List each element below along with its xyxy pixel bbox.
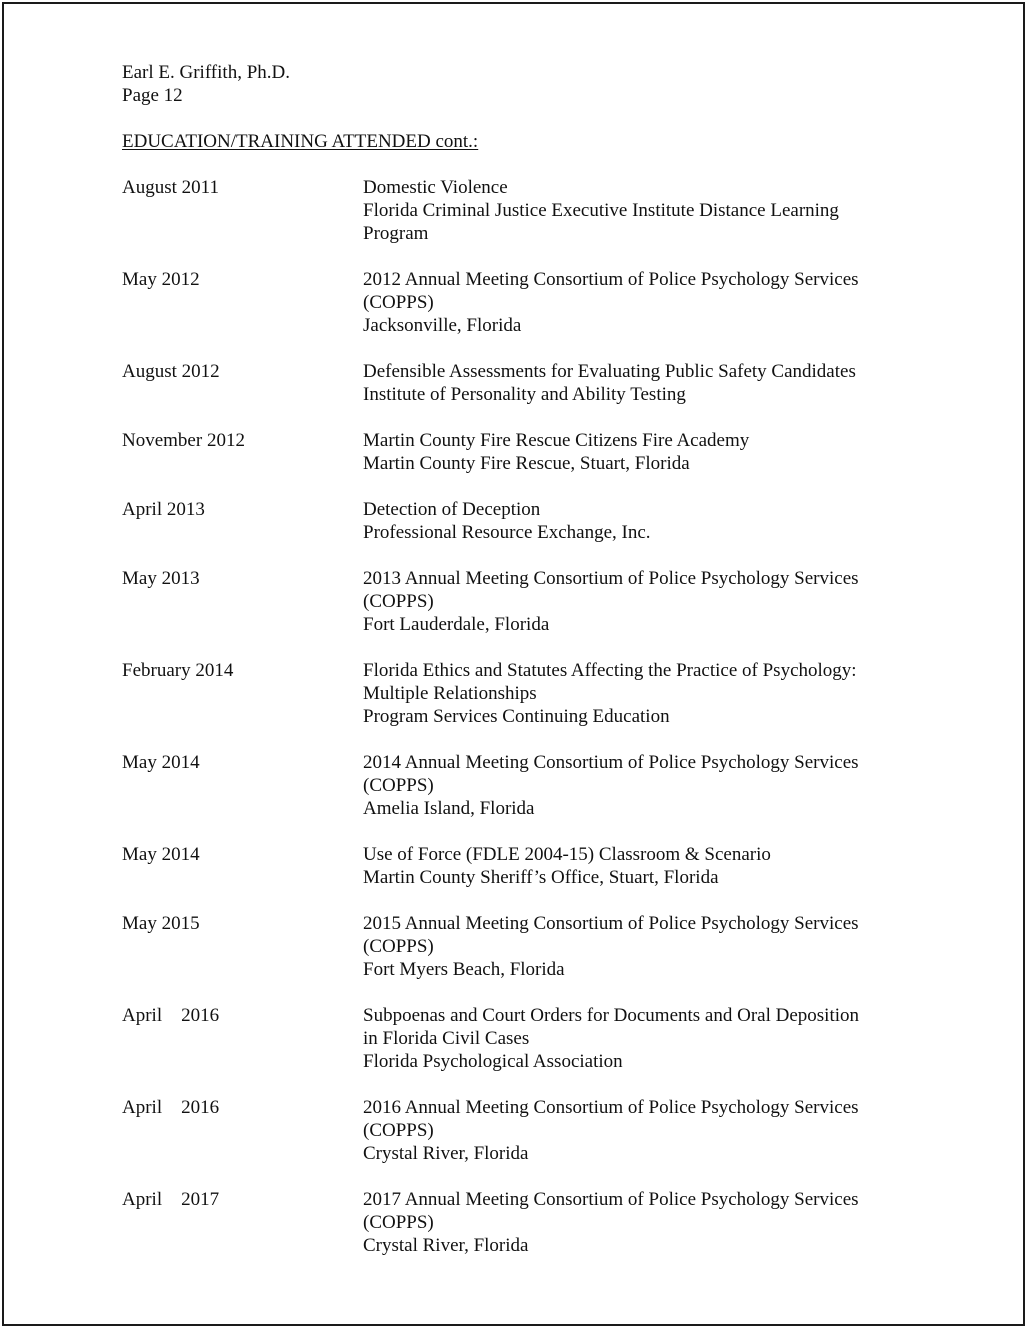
entry-detail-line: 2017 Annual Meeting Consortium of Police Psychology Services <box>363 1189 859 1210</box>
entry-detail-line: Martin County Fire Rescue Citizens Fire Academy <box>363 430 750 451</box>
entry-detail-line: Fort Myers Beach, Florida <box>363 959 565 980</box>
entry-detail-line: Subpoenas and Court Orders for Documents and Oral Deposition <box>363 1005 860 1026</box>
entry-details <box>363 498 903 544</box>
document-body <box>122 61 902 1280</box>
training-entry <box>122 912 902 981</box>
entry-detail-line: Professional Resource Exchange, Inc. <box>363 522 651 543</box>
entry-date: May 2013 <box>122 568 200 589</box>
entry-detail-line: (COPPS) <box>363 1120 434 1141</box>
entry-date: May 2015 <box>122 913 200 934</box>
entry-detail-line: Program <box>363 223 429 244</box>
entry-details <box>363 1188 903 1257</box>
entry-details <box>363 360 903 406</box>
entry-date: April 2016 <box>122 1097 220 1118</box>
entry-details <box>363 1096 903 1165</box>
entry-date: August 2011 <box>122 177 219 198</box>
entry-date: May 2014 <box>122 752 200 773</box>
entry-date: November 2012 <box>122 430 245 451</box>
entry-details <box>363 912 903 981</box>
training-entry <box>122 360 902 406</box>
entry-detail-line: Domestic Violence <box>363 177 508 198</box>
author-name: Earl E. Griffith, Ph.D. <box>122 62 290 83</box>
entry-detail-line: Program Services Continuing Education <box>363 706 670 727</box>
entry-detail-line: Institute of Personality and Ability Testing <box>363 384 686 405</box>
entry-detail-line: in Florida Civil Cases <box>363 1028 530 1049</box>
training-entry <box>122 1188 902 1257</box>
entry-date: February 2014 <box>122 660 234 681</box>
training-entry <box>122 567 902 636</box>
entry-detail-line: Fort Lauderdale, Florida <box>363 614 550 635</box>
training-entry <box>122 268 902 337</box>
entry-date: May 2012 <box>122 269 200 290</box>
entry-date: May 2014 <box>122 844 200 865</box>
entry-detail-line: Florida Ethics and Statutes Affecting the Practice of Psychology: <box>363 660 857 681</box>
entry-details <box>363 659 903 728</box>
entry-details <box>363 751 903 820</box>
entry-detail-line: Jacksonville, Florida <box>363 315 522 336</box>
entry-detail-line: 2013 Annual Meeting Consortium of Police Psychology Services <box>363 568 859 589</box>
entry-detail-line: Martin County Fire Rescue, Stuart, Florida <box>363 453 690 474</box>
entry-date: April 2017 <box>122 1189 220 1210</box>
entry-detail-line: Florida Psychological Association <box>363 1051 623 1072</box>
training-entry <box>122 176 902 245</box>
entry-detail-line: (COPPS) <box>363 1212 434 1233</box>
entry-detail-line: Multiple Relationships <box>363 683 537 704</box>
entry-detail-line: (COPPS) <box>363 591 434 612</box>
entry-details <box>363 1004 903 1073</box>
section-title: EDUCATION/TRAINING ATTENDED cont.: <box>122 131 479 152</box>
entry-detail-line: 2012 Annual Meeting Consortium of Police Psychology Services <box>363 269 859 290</box>
entry-detail-line: Detection of Deception <box>363 499 541 520</box>
entry-date: August 2012 <box>122 361 220 382</box>
training-entry <box>122 843 902 889</box>
entry-details <box>363 567 903 636</box>
entry-detail-line: (COPPS) <box>363 775 434 796</box>
entry-detail-line: Crystal River, Florida <box>363 1235 529 1256</box>
entry-detail-line: 2014 Annual Meeting Consortium of Police Psychology Services <box>363 752 859 773</box>
entry-detail-line: 2016 Annual Meeting Consortium of Police Psychology Services <box>363 1097 859 1118</box>
entry-details <box>363 843 903 889</box>
entry-detail-line: (COPPS) <box>363 936 434 957</box>
training-entries-list <box>122 176 902 1257</box>
entry-details <box>363 176 903 245</box>
entry-details <box>363 429 903 475</box>
entry-detail-line: Florida Criminal Justice Executive Institute Distance Learning <box>363 200 839 221</box>
entry-date: April 2016 <box>122 1005 220 1026</box>
entry-details <box>363 268 903 337</box>
entry-detail-line: Crystal River, Florida <box>363 1143 529 1164</box>
entry-detail-line: (COPPS) <box>363 292 434 313</box>
training-entry <box>122 751 902 820</box>
entry-detail-line: 2015 Annual Meeting Consortium of Police Psychology Services <box>363 913 859 934</box>
page-number: Page 12 <box>122 85 183 106</box>
training-entry <box>122 1004 902 1073</box>
entry-detail-line: Use of Force (FDLE 2004-15) Classroom & Scenario <box>363 844 771 865</box>
entry-detail-line: Martin County Sheriff’s Office, Stuart, Florida <box>363 867 719 888</box>
entry-date: April 2013 <box>122 499 205 520</box>
training-entry <box>122 1096 902 1165</box>
entry-detail-line: Amelia Island, Florida <box>363 798 535 819</box>
entry-detail-line: Defensible Assessments for Evaluating Public Safety Candidates <box>363 361 856 382</box>
training-entry <box>122 498 902 544</box>
training-entry <box>122 429 902 475</box>
training-entry <box>122 659 902 728</box>
